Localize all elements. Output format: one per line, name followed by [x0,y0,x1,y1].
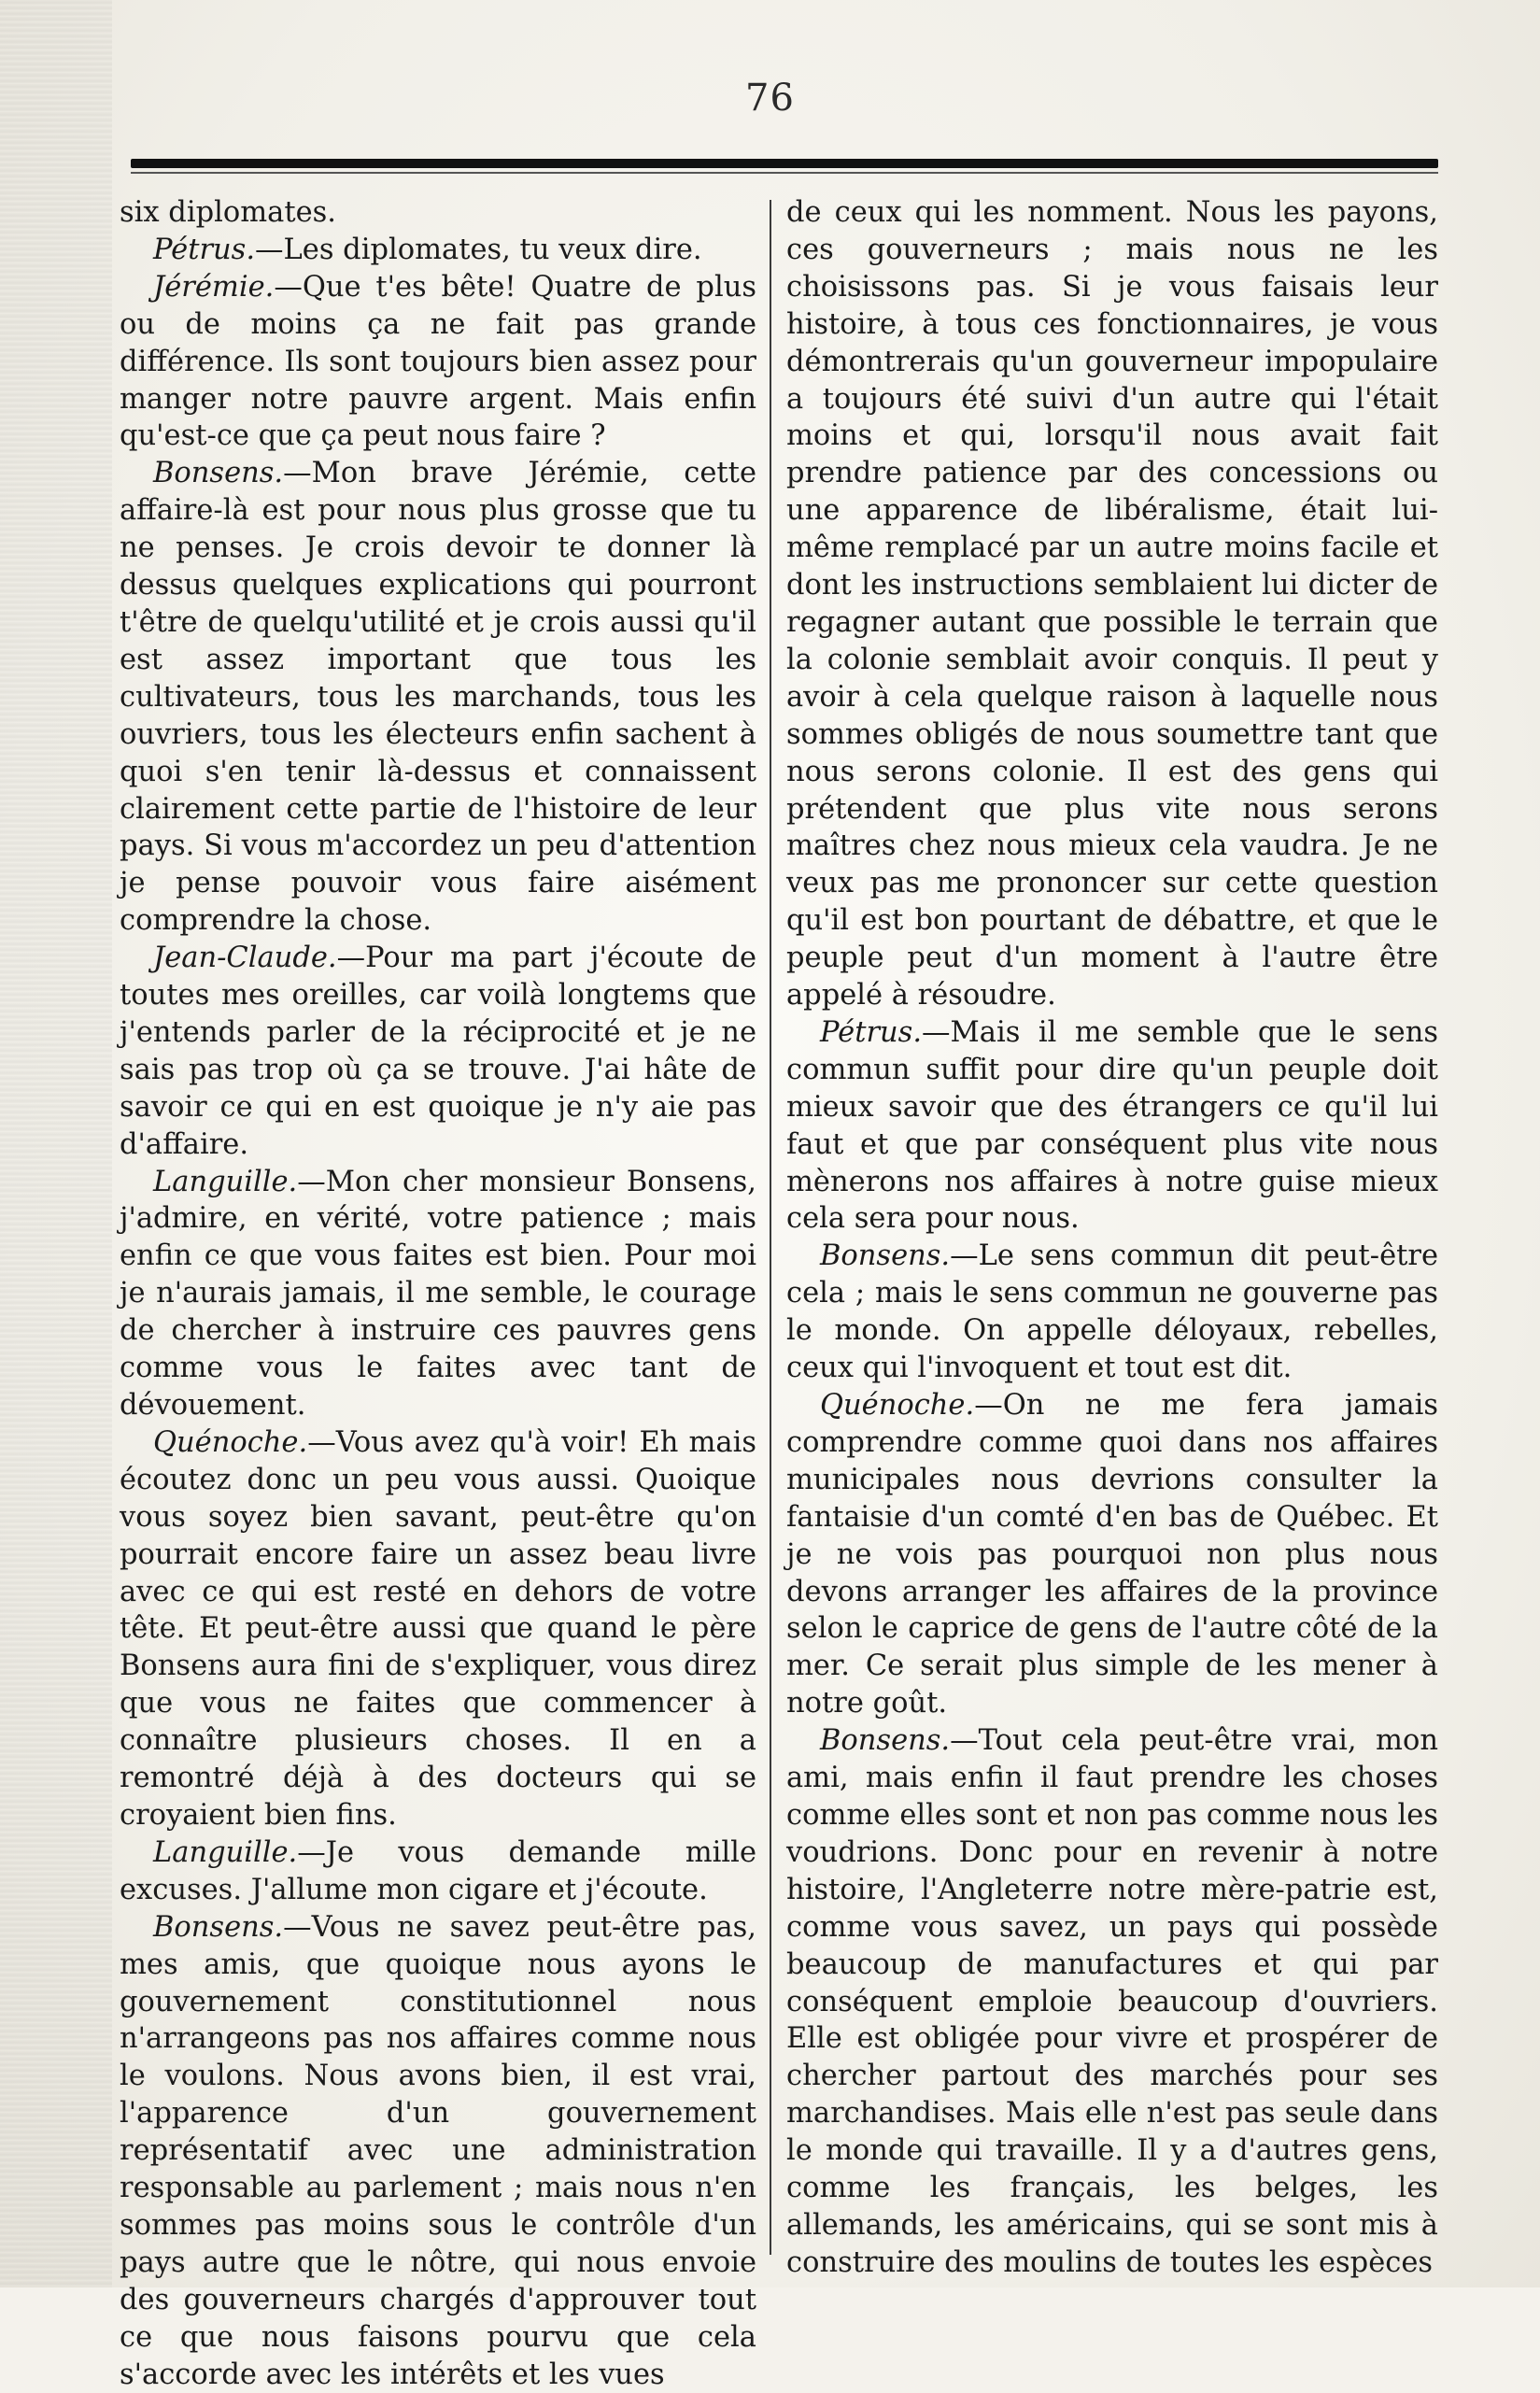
paragraph-text: —On ne me fera jamais comprendre comme quoi dans nos affaires municipales nous devrions consulter la fantaisie d'un comté d'en bas de Québec. Et je ne vois pas pourquoi non plus nous devons arranger les affaires de la province selon le caprice de gens de l'autre côté de la mer. Ce serait plus simple de les mener à notre goût. [786,1389,1438,1720]
speaker-name: Languille. [153,1165,298,1198]
dialogue-paragraph [786,1238,1438,1387]
speaker-name: Languille. [153,1835,298,1869]
speaker-name: Pétrus. [820,1015,923,1049]
scan-edge-noise [0,0,112,2287]
paragraph-text: —Mon cher monsieur Bonsens, j'admire, en vérité, votre patience ; mais enfin ce que vous faites est bien. Pour moi je n'aurais jamais, il me semble, le courage de chercher à instruire ces pauvres gens comme vous le faites avec tant de dévouement. [120,1165,756,1422]
paragraph-text: —Tout cela peut-être vrai, mon ami, mais enfin il faut prendre les choses comme elles sont et non pas comme nous les voudrions. Donc pour en revenir à notre histoire, l'Angleterre notre mère-patrie est, comme vous savez, un pays qui possède beaucoup de manufactures et qui par conséquent emploie beaucoup d'ouvriers. Elle est obligée pour vivre et prospérer de chercher partout des marchés pour ses marchandises. Mais elle n'est pas seule dans le monde qui travaille. Il y a d'autres gens, comme les français, les belges, les allemands, les américains, qui se sont mis à construire des moulins de toutes les espèces [786,1724,1438,2279]
paragraph-text: —Les diplomates, tu veux dire. [255,233,702,266]
paragraph-text: —Mais il me semble que le sens commun suffit pour dire qu'un peuple doit mieux savoir que des étrangers ce qu'il lui faut et que par conséquent plus vite nous mènerons nos affaires à notre guise mieux cela sera pour nous. [786,1015,1438,1236]
left-column [120,194,756,2391]
paragraph-text: —Pour ma part j'écoute de toutes mes oreilles, car voilà longtems que j'entends parler de la réciprocité et je ne sais pas trop où ça se trouve. J'ai hâte de savoir ce qui en est quoique je n'y aie pas d'affaire. [120,942,756,1161]
speaker-name: Quénoche. [820,1389,975,1422]
speaker-name: Bonsens. [153,457,284,490]
dialogue-paragraph [120,269,756,456]
speaker-name: Bonsens. [820,1724,951,1758]
paragraph-text: —Le sens commun dit peut-être cela ; mais le sens commun ne gouverne pas le monde. On appelle déloyaux, rebelles, ceux qui l'invoquent et tout est dit. [786,1239,1438,1385]
dialogue-paragraph [786,1722,1438,2282]
dialogue-paragraph [786,1014,1438,1238]
dialogue-paragraph [120,1164,756,1424]
paragraph-text: —Que t'es bête! Quatre de plus ou de moins ça ne fait pas grande différence. Ils sont toujours bien assez pour manger notre pauvre argent. Mais enfin qu'est-ce que ça peut nous faire ? [120,270,756,453]
paragraph-text: —Vous avez qu'à voir! Eh mais écoutez donc un peu vous aussi. Quoique vous soyez bien savant, peut-être qu'on pourrait encore faire un assez beau livre avec ce qui est resté en dehors de votre tête. Et peut-être aussi que quand le père Bonsens aura fini de s'expliquer, vous direz que vous ne faites que commencer à connaître plusieurs choses. Il en a remontré déjà à des docteurs qui se croyaient bien fins. [120,1425,756,1832]
speaker-name: Bonsens. [820,1239,951,1273]
paragraph-text: six diplomates. [120,196,336,229]
speaker-name: Jérémie. [153,270,275,304]
dialogue-paragraph [120,1424,756,1834]
paragraph-text: —Mon brave Jérémie, cette affaire-là est pour nous plus grosse que tu ne penses. Je crois devoir te donner là dessus quelques explications qui pourront t'être de quelqu'utilité et je crois aussi qu'il est assez important que tous les cultivateurs, tous les marchands, tous les ouvriers, tous les électeurs enfin sachent à quoi s'en tenir là-dessus et connaissent clairement cette partie de l'histoire de leur pays. Si vous m'accordez un peu d'attention je pense pouvoir vous faire aisément comprendre la chose. [120,457,756,938]
header-rule-thin [131,172,1438,174]
dialogue-paragraph [120,194,756,232]
header-rule [131,159,1438,168]
right-column [786,194,1438,2279]
dialogue-paragraph [120,455,756,940]
dialogue-paragraph [786,1387,1438,1722]
paragraph-text: de ceux qui les nomment. Nous les payons, ces gouverneurs ; mais nous ne les choisissons pas. Si je vous faisais leur histoire, à tous ces fonctionnaires, je vous démontrerais qu'un gouverneur impopulaire a toujours été suivi d'un autre qui l'était moins et qui, lorsqu'il nous avait fait prendre patience par des concessions ou une apparence de libéralisme, était lui-même remplacé par un autre moins facile et dont les instructions semblaient lui dicter de regagner autant que possible le terrain que la colonie semblait avoir conquis. Il peut y avoir à cela quelque raison à laquelle nous sommes obligés de nous soumettre tant que nous serons colonie. Il est des gens qui prétendent que plus vite nous serons maîtres chez nous mieux cela vaudra. Je ne veux pas me prononcer sur cette question qu'il est bon pourtant de débattre, et que le peuple peut d'un moment à l'autre être appelé à résoudre. [786,196,1438,1012]
speaker-name: Pétrus. [153,233,256,266]
column-divider [770,200,771,2255]
paragraph-text: —Je vous demande mille excuses. J'allume mon cigare et j'écoute. [120,1835,756,1906]
speaker-name: Quénoche. [153,1425,308,1459]
dialogue-paragraph [120,940,756,1163]
dialogue-paragraph [120,1834,756,1909]
dialogue-paragraph [786,194,1438,1014]
page-number: 76 [745,77,795,120]
dialogue-paragraph [120,232,756,269]
paragraph-text: —Vous ne savez peut-être pas, mes amis, que quoique nous ayons le gouvernement constitutionnel nous n'arrangeons pas nos affaires comme nous le voulons. Nous avons bien, il est vrai, l'apparence d'un gouvernement représentatif avec une administration responsable au parlement ; mais nous n'en sommes pas moins sous le contrôle d'un pays autre que le nôtre, qui nous envoie des gouverneurs chargés d'approuver tout ce que nous faisons pourvu que cela s'accorde avec les intérêts et les vues [120,1910,756,2391]
dialogue-paragraph [120,1909,756,2393]
speaker-name: Jean-Claude. [153,942,337,975]
speaker-name: Bonsens. [153,1910,284,1944]
